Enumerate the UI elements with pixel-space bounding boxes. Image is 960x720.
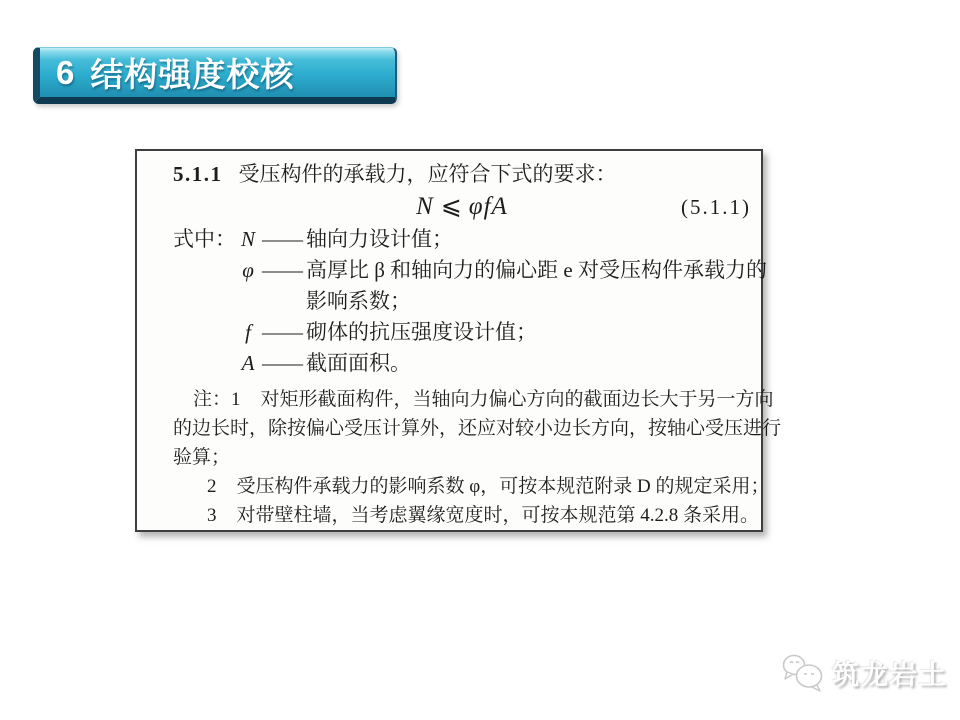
definition-row-phi xyxy=(173,255,768,317)
symbol-phi: φ xyxy=(242,258,254,282)
definition-dash: —— xyxy=(262,351,302,375)
note-1-line-2: 的边长时，除按偏心受压计算外，还应对较小边长方向，按轴心受压进行 xyxy=(173,418,782,439)
section-title: 结构强度校核 xyxy=(90,56,295,93)
chat-bubbles-logo-icon xyxy=(781,652,827,692)
definition-text-A: 截面面积。 xyxy=(306,351,411,375)
notes-block xyxy=(173,385,782,530)
note-3 xyxy=(173,501,760,530)
definition-dash: —— xyxy=(262,227,302,251)
clause-text: 受压构件的承载力，应符合下式的要求： xyxy=(238,162,617,186)
note-3-number: 3 xyxy=(207,505,217,526)
symbol-f: f xyxy=(245,320,251,344)
note-2 xyxy=(173,472,770,501)
definition-dash: —— xyxy=(262,258,302,282)
definition-dash: —— xyxy=(262,320,302,344)
formula-lhs: N xyxy=(416,193,434,220)
formula-relation-symbol: ⩽ xyxy=(440,193,462,220)
symbol-N: N xyxy=(240,227,255,251)
notes-label: 注： xyxy=(193,389,232,410)
code-clause-box xyxy=(135,149,782,532)
definition-text-phi-line1: 高厚比 β 和轴向力的偏心距 e 对受压构件承载力的 xyxy=(306,258,768,282)
watermark xyxy=(781,652,948,692)
lead-spacer xyxy=(173,348,236,379)
section-title-banner xyxy=(33,47,397,104)
where-label: 式中： xyxy=(173,227,236,251)
definition-row-f xyxy=(173,317,751,348)
definition-text-N: 轴向力设计值； xyxy=(306,227,453,251)
note-1-line-3: 验算； xyxy=(173,447,231,468)
equation-number: (5.1.1) xyxy=(681,195,751,219)
definition-text-phi-line2: 影响系数； xyxy=(306,289,411,313)
clause-line xyxy=(173,159,751,190)
definition-row-A xyxy=(173,348,751,379)
watermark-text: 筑龙岩土 xyxy=(832,659,948,690)
lead-spacer xyxy=(173,317,236,348)
note-1-line-1 xyxy=(173,385,774,414)
note-1-text: 对矩形截面构件，当轴向力偏心方向的截面边长大于另一方向 xyxy=(260,389,774,410)
clause-number: 5.1.1 xyxy=(173,162,223,186)
note-3-text: 对带壁柱墙，当考虑翼缘宽度时，可按本规范第 4.2.8 条采用。 xyxy=(236,505,760,526)
section-number: 6 xyxy=(56,53,76,91)
note-2-number: 2 xyxy=(207,476,217,497)
lead-spacer xyxy=(173,255,236,317)
note-2-text: 受压构件承载力的影响系数 φ，可按本规范附录 D 的规定采用； xyxy=(236,476,770,497)
formula-row xyxy=(173,190,751,224)
symbol-A: A xyxy=(241,351,255,375)
definition-row-N xyxy=(173,224,751,255)
formula xyxy=(416,193,508,220)
definition-text-f: 砌体的抗压强度设计值； xyxy=(306,320,537,344)
formula-rhs: φfA xyxy=(468,193,508,220)
definition-text-phi xyxy=(306,255,767,317)
note-1-number: 1 xyxy=(231,389,241,410)
